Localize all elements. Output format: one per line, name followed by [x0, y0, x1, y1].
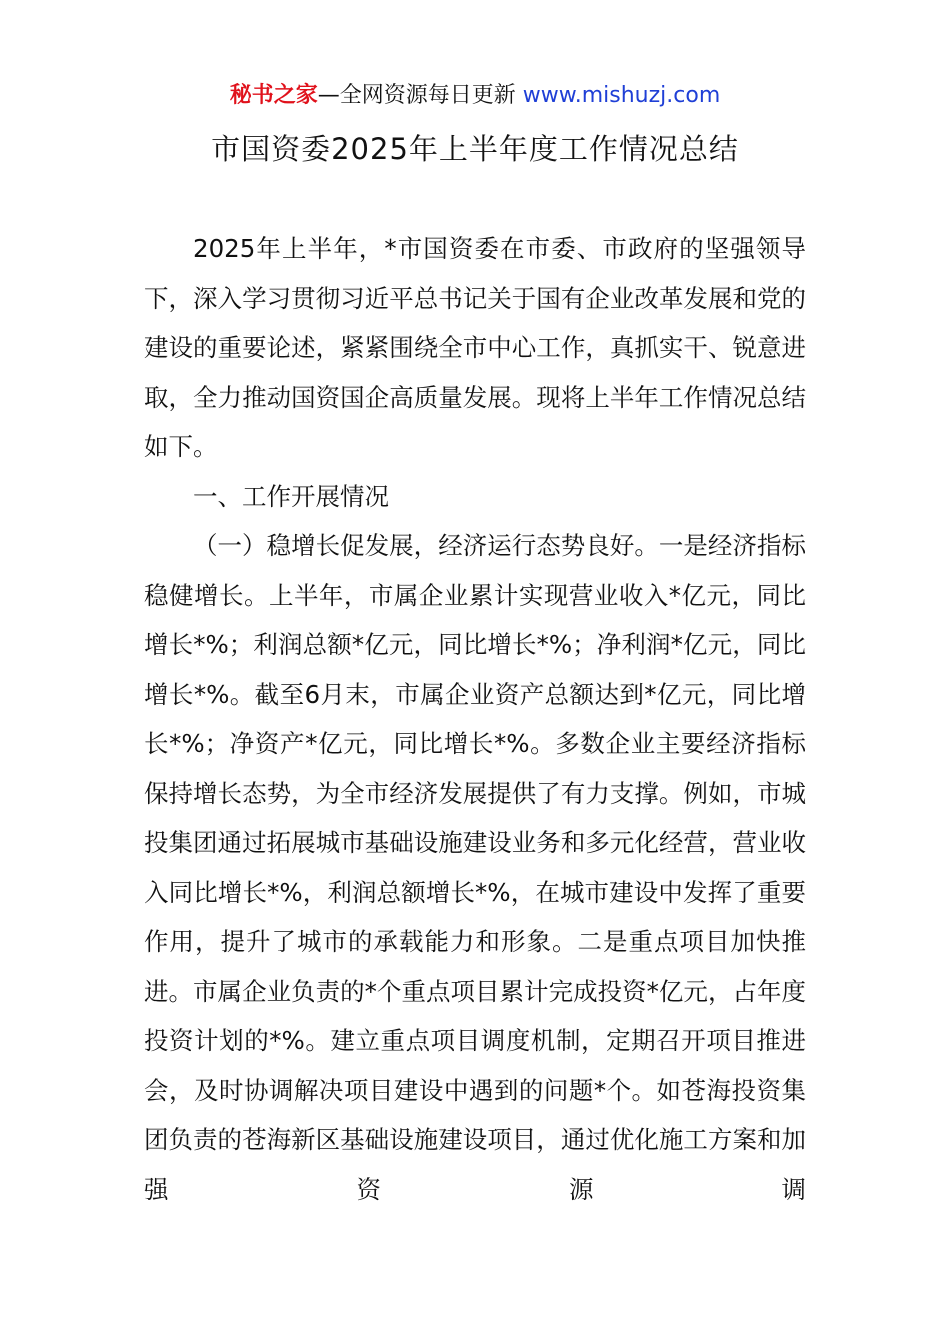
document-title: 市国资委2025年上半年度工作情况总结: [211, 132, 739, 166]
intro-paragraph: 2025年上半年，*市国资委在市委、市政府的坚强领导下，深入学习贯彻习近平总书记关于国有企业改革发展和党的建设的重要论述，紧紧围绕全市中心工作，真抓实干、锐意进取，全力推动国资国企高质量发展。现将上半年工作情况总结如下。: [144, 234, 806, 461]
section-heading: 一、工作开展情况: [193, 481, 389, 511]
document-body: [144, 224, 806, 1214]
site-header: [0, 80, 950, 112]
site-tagline: —全网资源每日更新: [317, 83, 516, 108]
site-brand: 秘书之家: [229, 83, 318, 108]
section-paragraph: （一）稳增长促发展，经济运行态势良好。一是经济指标稳健增长。上半年，市属企业累计实现营业收入*亿元，同比增长*%；利润总额*亿元，同比增长*%；净利润*亿元，同比增长*%。截至6月末，市属企业资产总额达到*亿元，同比增长*%；净资产*亿元，同比增长*%。多数企业主要经济指标保持增长态势，为全市经济发展提供了有力支撑。例如，市城投集团通过拓展城市基础设施建设业务和多元化经营，营业收入同比增长*%，利润总额增长*%，在城市建设中发挥了重要作用，提升了城市的承载能力和形象。二是重点项目加快推进。市属企业负责的*个重点项目累计完成投资*亿元，占年度投资计划的*%。建立重点项目调度机制，定期召开项目推进会，及时协调解决项目建设中遇到的问题*个。如苍海投资集团负责的苍海新区基础设施建设项目，通过优化施工方案和加强资源调: [144, 531, 806, 1204]
site-url-link[interactable]: www.mishuzj.com: [522, 83, 721, 108]
